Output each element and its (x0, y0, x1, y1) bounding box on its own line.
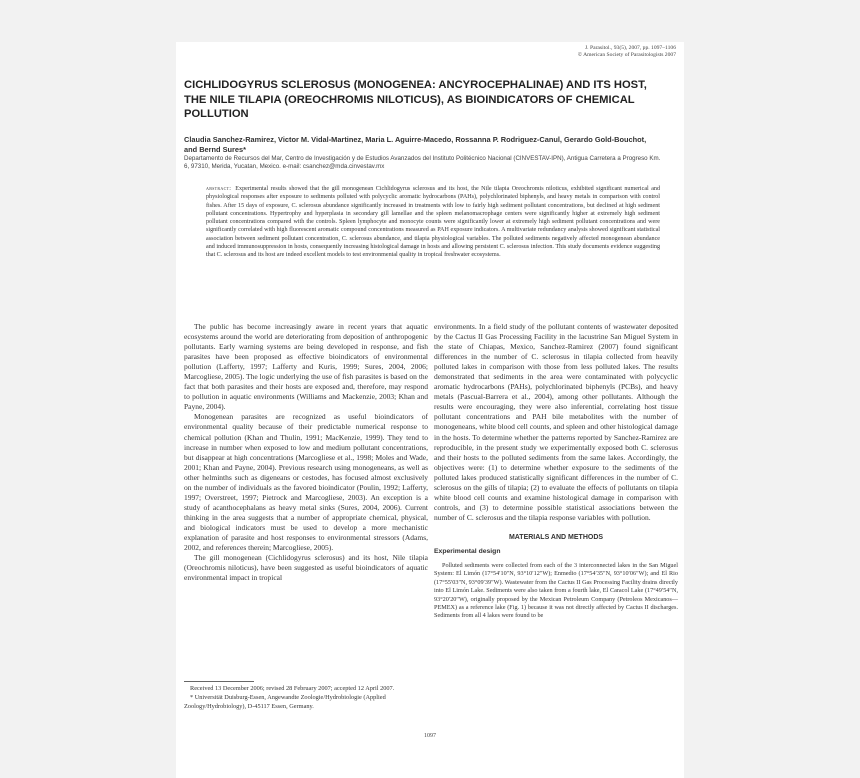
citation-line: J. Parasitol., 93(5), 2007, pp. 1097–1106 (585, 45, 676, 51)
section-heading: MATERIALS AND METHODS (508, 533, 604, 541)
footnotes (184, 685, 428, 712)
methods-text (434, 562, 678, 621)
copyright-line: © American Society of Parasitologists 2007 (577, 52, 676, 58)
abstract-text: Experimental results showed that the gill monogenean Cichlidogyrus sclerosus and its host, the Nile tilapia Oreochromis niloticus, exhibited significant numerical and physiological responses after exposure to sediments polluted with polycyclic aromatic hydrocarbons (PAHs), polychlorinated biphenyls, and heavy metals in comparison with control fishes. After 15 days of exposure, C. sclerosus abundance significantly increased in treatments with low to fairly high sediment pollutant concentrations, but declined at high sediment pollutant concentrations. Hypertrophy and hyperplasia in secondary gill lamellae and the spleen melanomacrophage centers were significantly higher at extremely high sediment pollutant concentrations compared with the controls. Spleen lymphocyte and monocyte counts were significantly lower at extremely high sediment pollutant concentrations and were significantly correlated with high fluorescent aromatic compound concentrations measured as PAH exposure indicators. A multivariate redundancy analysis showed significant statistical association between sediment pollutant concentration, C. sclerosus abundance, and tilapia physiological variables. The polluted sediments negatively affected monogenean abundance and induced immunosuppression in hosts, consequently increasing histological damage in hosts and allowing persistent C. sclerosus infection. This study documents evidence suggesting that C. sclerosus and its host are indeed excellent models to test environmental quality in tropical freshwater ecosystems. (206, 186, 660, 259)
abstract-label: abstract: (206, 186, 232, 192)
page-number: 1097 (424, 733, 436, 739)
author-list: Claudia Sanchez-Ramirez, Victor M. Vidal-Martinez, Maria L. Aguirre-Macedo, Rossanna P. Rodriguez-Canul, Gerardo Gold-Bouchot, and Bernd Sures* (184, 135, 647, 154)
intro-paragraph-3: The gill monogenean (Cichlidogyrus sclerosus) and its host, Nile tilapia (Oreochromis niloticus), have been suggested as useful bioindicators of aquatic environmental impact in tropical (184, 553, 428, 583)
author-affiliation: Departamento de Recursos del Mar, Centro de Investigación y de Estudios Avanzados del Instituto Politécnico Nacional (CINVESTAV-IPN), Antigua Carretera a Progreso Km. 6, 97310, Merida, Yucatan, Mexico. e-mail: csanchez@mda.cinvestav.mx (184, 155, 661, 171)
intro-paragraph-1: The public has become increasingly aware in recent years that aquatic ecosystems around the world are deteriorating from deposition of anthropogenic pollutants. Early warning systems are being developed in response, and fish parasites have been proposed as effective bioindicators of environmental pollution (Lafferty, 1997; Lafferty and Kuris, 1999; Sures, 2004, 2006; Marcogliese, 2005). The logic underlying the use of fish parasites is based on the fact that both parasites and their hosts are exposed and, therefore, may respond to pollution in aquatic environments (Williams and Mackenzie, 2003; Khan and Payne, 2004). (184, 322, 428, 412)
received-dates: Received 13 December 2006; revised 28 February 2007; accepted 12 April 2007. (190, 685, 395, 692)
left-column (184, 322, 428, 583)
methods-paragraph-1: Polluted sediments were collected from each of the 3 interconnected lakes in the San Miguel System: El Limón (17°54′10″N, 93°10′12″W); Enmedio (17°54′35″N, 93°10′06″W); and El Rio (17°55′03″N, 93°09′39″W). Wastewater from the Cactus II Gas Processing Facility drains directly into El Limón Lake. Sediments were also taken from a fourth lake, El Caracol Lake (17°49′54″N, 93°20′20″W), originally proposed by the Mexican Petroleum Company (Petroleos Mexicanos—PEMEX) as a reference lake (Fig. 1) because it was not directly affected by Cactus II discharges. Sediments from all 4 lakes were found to be (434, 562, 678, 620)
intro-paragraph-2: Monogenean parasites are recognized as useful bioindicators of environmental quality because of their predictable numerical response to chemical pollution (Khan and Thulin, 1991; MacKenzie, 1999). They tend to increase in number when exposed to low and medium pollutant concentrations, but disappear at high concentrations (Marcogliese et al., 1998; Moles and Wade, 2001; Khan and Payne, 2004). Previous research using monogeneans, as well as other helminths such as digeneans or cestodes, has focused almost exclusively on the number of individuals as the favored bioindicator (Poulin, 1992; Lafferty, 1997; Overstreet, 1997; Pietrock and Marcogliese, 2003). An exception is a study of acanthocephalans as heavy metal sinks (Sures, 2004, 2006). Current thinking in the area suggests that a number of appropriate chemical, physical, and biological indicators must be used to develop a more mechanistic explanation of parasite and host responses to environmental stressors (Adams, 2002, and references therein; Marcogliese, 2005). (184, 412, 428, 553)
footnote-divider (184, 681, 254, 682)
intro-paragraph-continued: environments. In a field study of the pollutant contents of wastewater deposited by the Cactus II Gas Processing Facility in the lacustrine San Miguel System in the state of Chiapas, Mexico, Sanchez-Ramirez (2007) found significant differences in the number of C. sclerosus in tilapia collected from heavily polluted lakes in comparison with those from less polluted lakes. The results demonstrated that sediments in the area were contaminated with polycyclic aromatic hydrocarbons (PAHs), polychlorinated biphenyls (PCBs), and heavy metals (Pascual-Barrera et al., 2004), among other pollutants. Although the results were encouraging, they were also inferential, correlating host tissue pollutant concentrations and PAH bile metabolites with the number of monogeneans, white blood cell counts, and spleen and other histological damage in the hosts. To determine whether the patterns reported by Sanchez-Ramirez are reproducible, in the present study we experimentally exposed both C. sclerosus and their hosts to the polluted sediments from the same lakes. Accordingly, the objectives were: (1) to determine whether exposure to the sediments of the polluted lakes produced statistically significant differences in the number of C. sclerosus on the gills of tilapia; (2) to evaluate the effects of pollutants on tilapia white blood cell counts and examine histological damage in comparison with controls, and (3) to determine possible statistical associations between the number of C. sclerosus and the tilapia response variables with pollution. (434, 322, 678, 522)
subsection-heading: Experimental design (434, 547, 501, 555)
author-footnote: * Universität Duisburg-Essen, Angewandte Zoologie/Hydrobiologie (Applied Zoology/Hydrobiology), D-45117 Essen, Germany. (184, 694, 386, 710)
article-title: CICHLIDOGYRUS SCLEROSUS (MONOGENEA: ANCYROCEPHALINAE) AND ITS HOST, THE NILE TILAPIA (OREOCHROMIS NILOTICUS), AS BIOINDICATORS OF CHEMICAL POLLUTION (184, 79, 647, 121)
right-column (434, 322, 678, 621)
abstract (206, 185, 660, 260)
journal-citation (578, 45, 676, 59)
paper-page (176, 42, 684, 778)
